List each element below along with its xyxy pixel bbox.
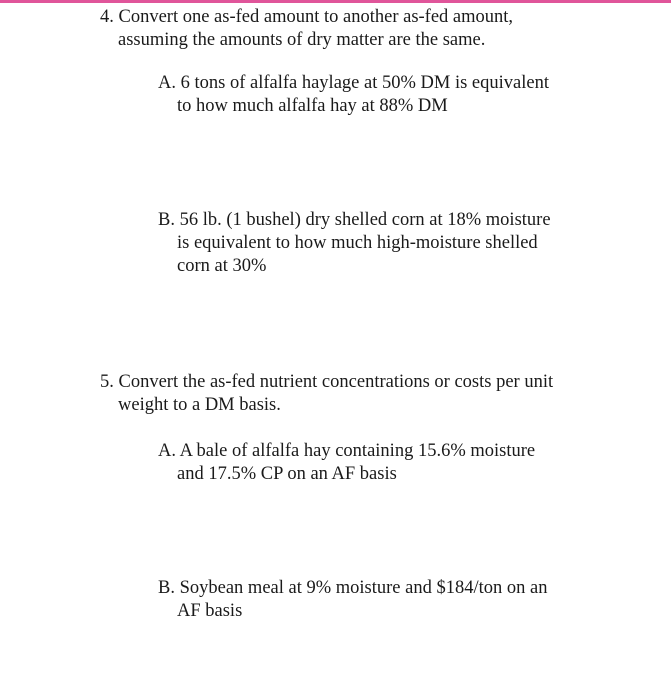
question-5-line-2: weight to a DM basis. bbox=[118, 395, 281, 415]
question-4b-line-2: is equivalent to how much high-moisture shelled bbox=[177, 233, 538, 253]
question-4-line-2: assuming the amounts of dry matter are the same. bbox=[118, 30, 486, 50]
question-5a-line-1: A. A bale of alfalfa hay containing 15.6% moisture bbox=[158, 441, 536, 461]
question-5-part-a bbox=[158, 440, 535, 486]
question-5a-line-2: and 17.5% CP on an AF basis bbox=[177, 464, 397, 484]
question-4b-line-1: B. 56 lb. (1 bushel) dry shelled corn at 18% moisture bbox=[158, 210, 551, 230]
question-5b-line-2: AF basis bbox=[177, 601, 243, 621]
question-4-part-a bbox=[158, 72, 549, 118]
question-4-part-b bbox=[158, 209, 551, 278]
question-4 bbox=[100, 6, 513, 52]
question-5 bbox=[100, 371, 553, 417]
question-5-part-b bbox=[158, 577, 547, 623]
question-4a-line-2: to how much alfalfa hay at 88% DM bbox=[177, 96, 448, 116]
question-4b-line-3: corn at 30% bbox=[177, 256, 267, 276]
question-5-line-1: 5. Convert the as-fed nutrient concentrations or costs per unit bbox=[100, 372, 554, 392]
question-4-line-1: 4. Convert one as-fed amount to another as-fed amount, bbox=[100, 7, 514, 27]
question-5b-line-1: B. Soybean meal at 9% moisture and $184/ton on an bbox=[158, 578, 548, 598]
question-4a-line-1: A. 6 tons of alfalfa haylage at 50% DM is equivalent bbox=[158, 73, 549, 93]
top-divider bbox=[0, 0, 671, 3]
